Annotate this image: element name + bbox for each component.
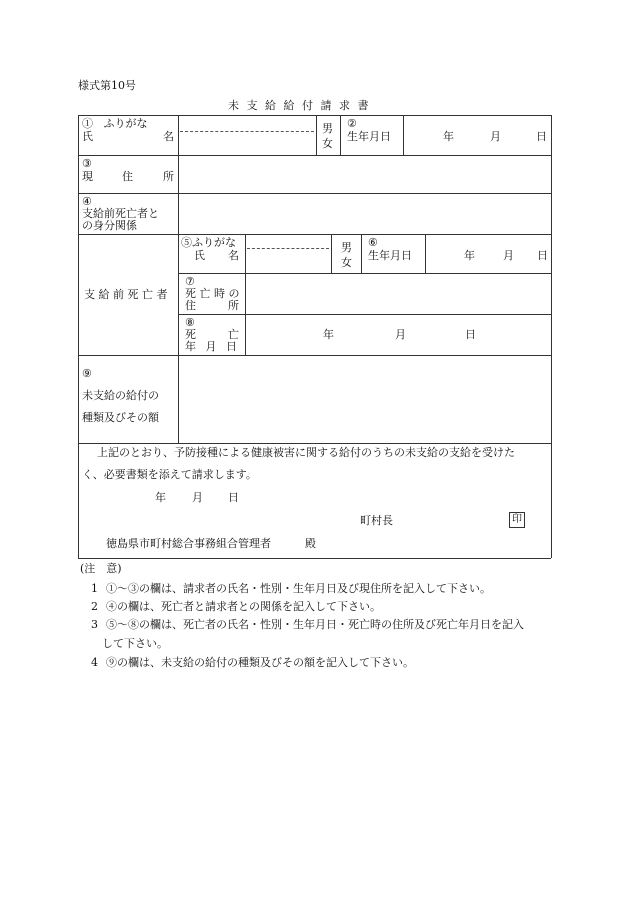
relation-label-1: 支給前死亡者と [82,207,159,220]
declaration-line-1: 上記のとおり、予防接種による健康被害に関する給付のうちの未支給の支給を受けた [97,446,515,459]
declaration-day: 日 [228,491,239,504]
deceased-birth-num: ⑥ [368,236,378,249]
seal-mark: 印 [509,512,525,528]
page-title: 未 支 給 給 付 請 求 書 [228,99,371,112]
address-label-b: 住 [122,170,133,183]
claimant-birth-num: ② [347,117,357,130]
claimant-birth-month: 月 [490,130,501,143]
deceased-name-label-a: 氏 [194,249,205,262]
note-4-num: 4 [91,656,98,669]
note-1-num: 1 [91,582,98,595]
form-number: 様式第10号 [78,79,136,92]
deceased-birth-month: 月 [503,249,514,262]
death-day: 日 [465,328,476,341]
death-date-label-b: 亡 [228,328,239,341]
note-2-num: 2 [91,600,98,613]
death-date-label-a: 死 [185,328,196,341]
address-label-c: 所 [163,170,174,183]
note-3-cont: して下さい。 [102,637,168,650]
death-year: 年 [323,328,334,341]
note-1-text: ①～③の欄は、請求者の氏名・性別・生年月日及び現住所を記入して下さい。 [106,582,491,595]
unpaid-num: ⑨ [82,367,92,380]
death-address-label-1: 死 亡 時 の [185,287,240,300]
deceased-birth-year: 年 [464,249,475,262]
note-2-text: ④の欄は、死亡者と請求者との関係を記入して下さい。 [106,600,381,613]
deceased-birth-day: 日 [537,249,548,262]
claimant-female-label: 女 [322,137,333,150]
death-address-label-a: 住 [185,299,196,312]
death-date-label-ymd: 年 月 日 [185,340,237,353]
mayor-label: 町村長 [360,514,393,527]
declaration-year: 年 [155,491,166,504]
deceased-name-label-b: 名 [228,249,239,262]
claimant-name-label-b: 名 [163,130,174,143]
declaration-month: 月 [192,491,203,504]
claimant-furigana-label: ① ふりがな [82,117,148,130]
deceased-female-label: 女 [341,256,352,269]
death-date-num: ⑧ [185,316,195,329]
declaration-line-2: く、必要書類を添えて請求します。 [82,468,257,481]
death-address-num: ⑦ [185,275,195,288]
claimant-birth-label: 生年月日 [347,130,391,143]
death-month: 月 [395,328,406,341]
deceased-group-label: 支 給 前 死 亡 者 [84,288,168,301]
death-address-label-b: 所 [228,299,239,312]
unpaid-label-2: 種類及びその額 [82,411,159,424]
deceased-birth-label: 生年月日 [368,249,412,262]
note-4-text: ⑨の欄は、未支給の給付の種類及びその額を記入して下さい。 [106,656,414,669]
relation-num: ④ [82,195,92,208]
claimant-male-label: 男 [322,122,333,135]
claimant-birth-day: 日 [536,130,547,143]
deceased-furigana-label: ⑤ふりがな [181,236,236,249]
address-num: ③ [82,157,92,170]
claimant-birth-year: 年 [443,130,454,143]
note-3-text: ⑤～⑧の欄は、死亡者の氏名・性別・生年月日・死亡時の住所及び死亡年月日を記入 [106,618,524,631]
unpaid-label-1: 未支給の給付の [82,389,159,402]
deceased-male-label: 男 [341,241,352,254]
addressee-label: 徳島県市町村総合事務組合管理者 [106,537,271,550]
honorific-label: 殿 [305,537,316,550]
notes-heading: (注 意) [80,562,122,575]
address-label-a: 現 [82,170,93,183]
note-3-num: 3 [91,618,98,631]
claimant-name-label-a: 氏 [82,130,93,143]
relation-label-2: の身分関係 [82,219,137,232]
